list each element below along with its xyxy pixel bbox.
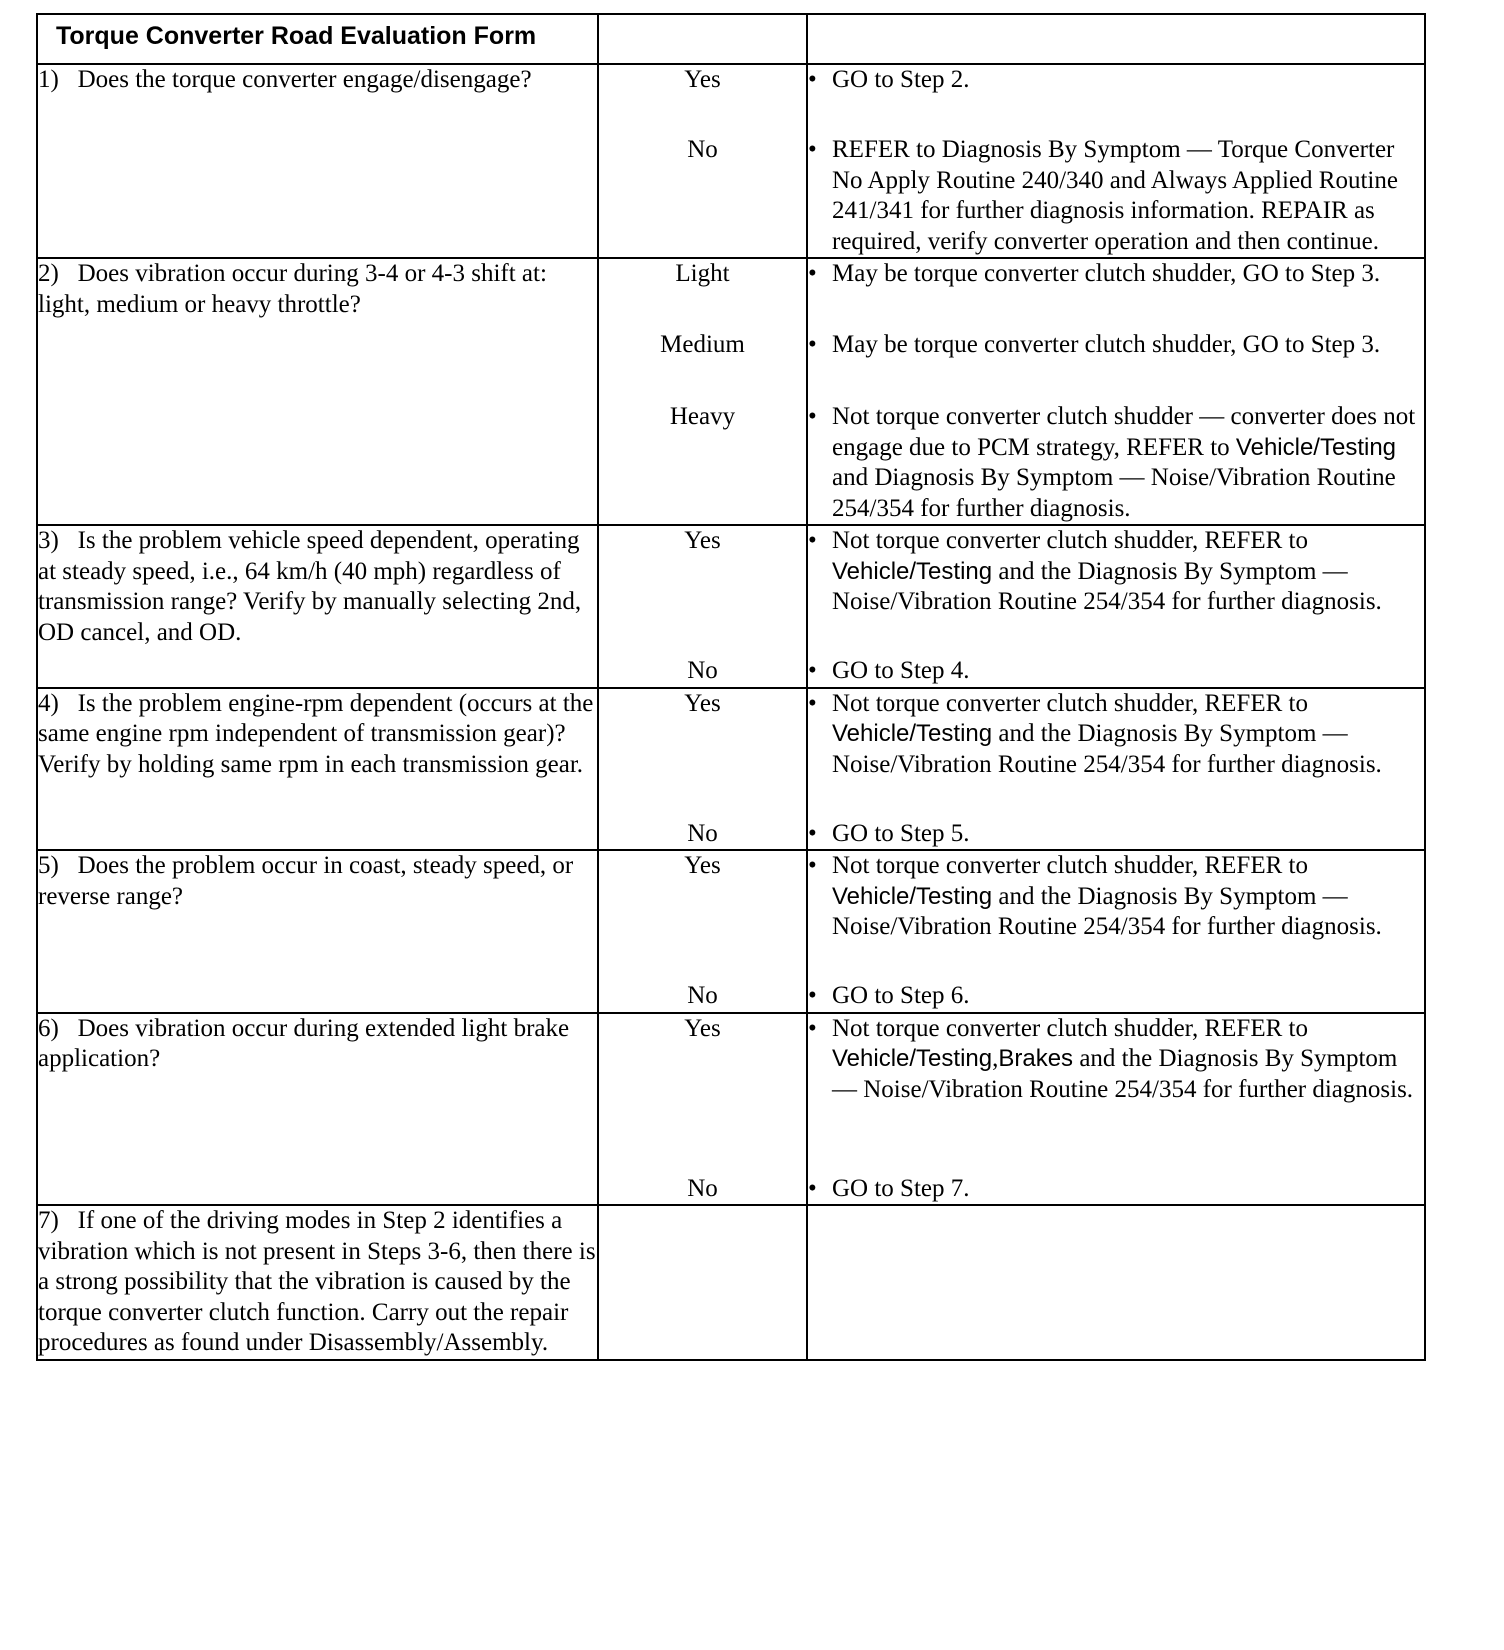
header-empty-cell [807, 14, 1425, 64]
step-question: 1) Does the torque converter engage/disengage? [37, 64, 598, 258]
step-row [37, 688, 1425, 851]
action-text: May be torque converter clutch shudder, GO to Step 3. [832, 331, 1381, 358]
step-question: 4) Is the problem engine-rpm dependent (occurs at the same engine rpm independent of transmission gear)? Verify by holding same rpm in each transmission gear. [37, 688, 598, 851]
bullet: • [808, 331, 817, 358]
bullet: • [808, 136, 817, 163]
response-option: No [687, 136, 718, 163]
bullet: • [808, 260, 817, 287]
action-text [832, 526, 1424, 618]
header-empty-cell [598, 14, 807, 64]
action-text-part: , [992, 1045, 999, 1072]
step-row [37, 525, 1425, 688]
action-text: REFER to Diagnosis By Symptom — Torque Converter No Apply Routine 240/340 and Always Applied Routine 241/341 for further diagnosis information. REPAIR as required, verify converter operation and then continue. [832, 136, 1398, 255]
response-option: No [687, 819, 718, 847]
response-action [808, 1014, 1424, 1174]
response-option: Yes [684, 852, 721, 879]
response-action [808, 135, 1424, 257]
action-text [832, 1014, 1424, 1106]
action-text-part: and the Diagnosis By Symptom — Noise/Vibration Routine 254/354 for further diagnosis. [832, 1045, 1414, 1103]
response-actions-cell [807, 525, 1425, 688]
vehicle-testing-reference: Vehicle/Testing [832, 882, 993, 910]
step-row [37, 258, 1425, 525]
step-question: 7) If one of the driving modes in Step 2 identifies a vibration which is not present in Steps 3-6, then there is a strong possibility that the vibration is caused by the torque converter clutch function. Carry out the repair procedures as found under Disassembly/Assembly. [37, 1205, 598, 1360]
action-text [832, 402, 1424, 524]
response-options-cell [598, 1013, 807, 1206]
response-option: No [687, 1174, 718, 1202]
action-text-part: and Diagnosis By Symptom — Noise/Vibration Routine 254/354 for further diagnosis. [832, 464, 1396, 522]
vehicle-testing-reference: Vehicle/Testing [832, 1045, 993, 1072]
response-actions-cell [807, 258, 1425, 525]
response-action [808, 259, 1424, 330]
response-options-cell [598, 64, 807, 258]
response-action [808, 1174, 1424, 1205]
action-text-part: and the Diagnosis By Symptom — Noise/Vibration Routine 254/354 for further diagnosis. [832, 882, 1382, 940]
action-text: May be torque converter clutch shudder, GO to Step 3. [832, 260, 1381, 287]
response-action [808, 689, 1424, 819]
bullet: • [808, 527, 817, 554]
step-question: 6) Does vibration occur during extended light brake application? [37, 1013, 598, 1206]
bullet: • [808, 1174, 817, 1202]
response-action [808, 526, 1424, 656]
response-options-cell [598, 525, 807, 688]
response-options-cell [598, 1205, 807, 1360]
bullet: • [808, 982, 817, 1009]
step-question: 3) Is the problem vehicle speed dependent, operating at steady speed, i.e., 64 km/h (40 mph) regardless of transmission range? Verify by manually selecting 2nd, OD cancel, and OD. [37, 525, 598, 688]
bullet: • [808, 66, 817, 93]
action-text [832, 689, 1424, 781]
response-action [808, 330, 1424, 402]
response-option: No [687, 982, 718, 1009]
response-actions-cell [807, 688, 1425, 851]
response-action [808, 851, 1424, 981]
vehicle-testing-reference: Vehicle/Testing [1235, 433, 1397, 461]
response-option: Yes [684, 1014, 721, 1042]
response-action [808, 402, 1424, 524]
step-row [37, 1013, 1425, 1206]
response-action [808, 981, 1424, 1012]
bullet: • [808, 852, 817, 879]
response-options-cell [598, 258, 807, 525]
response-option: Heavy [669, 403, 736, 430]
action-text-part: and the Diagnosis By Symptom — Noise/Vibration Routine 254/354 for further diagnosis. [832, 557, 1382, 615]
bullet: • [808, 1014, 817, 1042]
response-option: Medium [660, 331, 745, 358]
step-row [37, 850, 1425, 1013]
action-text-part: Not torque converter clutch shudder, REFER to [832, 527, 1308, 554]
response-options-cell [598, 850, 807, 1013]
bullet: • [808, 819, 817, 847]
step-question: 5) Does the problem occur in coast, steady speed, or reverse range? [37, 850, 598, 1013]
action-text-part: Not torque converter clutch shudder, REFER to [832, 689, 1308, 717]
brakes-reference: Brakes [998, 1045, 1074, 1072]
response-actions-cell [807, 64, 1425, 258]
vehicle-testing-reference: Vehicle/Testing [832, 720, 993, 747]
response-action [808, 819, 1424, 850]
vehicle-testing-reference: Vehicle/Testing [832, 557, 993, 585]
bullet: • [808, 403, 817, 430]
form-title: Torque Converter Road Evaluation Form [37, 14, 598, 64]
action-text: GO to Step 2. [832, 66, 970, 93]
evaluation-form-table [36, 13, 1426, 1361]
action-text: GO to Step 4. [832, 657, 970, 684]
response-option: Yes [684, 689, 721, 717]
response-option: Yes [684, 66, 721, 93]
response-option: Yes [684, 527, 721, 554]
bullet: • [808, 689, 817, 717]
action-text: GO to Step 7. [832, 1174, 970, 1202]
response-actions-cell [807, 1013, 1425, 1206]
action-text-part: Not torque converter clutch shudder — converter does not engage due to PCM strategy, REFER to [832, 403, 1416, 461]
step-question: 2) Does vibration occur during 3-4 or 4-3 shift at: light, medium or heavy throttle? [37, 258, 598, 525]
action-text: GO to Step 6. [832, 982, 970, 1009]
action-text-part: Not torque converter clutch shudder, REFER to [832, 852, 1308, 879]
response-option: Light [675, 260, 730, 287]
action-text [832, 851, 1424, 943]
header-row [37, 14, 1425, 64]
action-text: GO to Step 5. [832, 819, 970, 847]
response-action [808, 656, 1424, 687]
response-option: No [687, 657, 718, 684]
bullet: • [808, 657, 817, 684]
action-text-part: Not torque converter clutch shudder, REFER to [832, 1014, 1308, 1042]
action-text-part: and the Diagnosis By Symptom — Noise/Vibration Routine 254/354 for further diagnosis. [832, 720, 1382, 778]
step-row [37, 1205, 1425, 1360]
response-actions-cell [807, 1205, 1425, 1360]
response-action [808, 65, 1424, 135]
response-options-cell [598, 688, 807, 851]
response-actions-cell [807, 850, 1425, 1013]
step-row [37, 64, 1425, 258]
